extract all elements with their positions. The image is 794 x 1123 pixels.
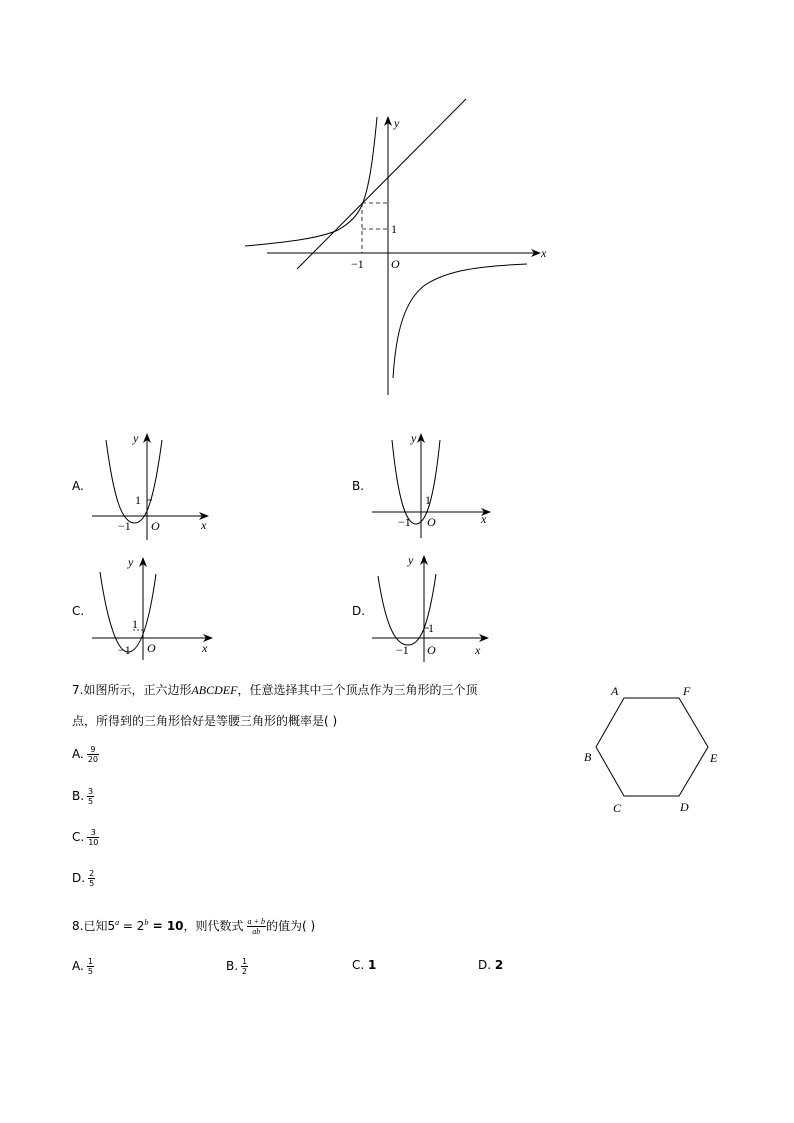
option-letter: A. xyxy=(72,959,84,973)
q8-eq1: = xyxy=(119,919,137,933)
q8-option-c[interactable] xyxy=(352,958,376,972)
q8-base1: 5 xyxy=(107,919,116,933)
hexagon-figure xyxy=(575,680,725,820)
option-a-letter: A. xyxy=(72,479,84,493)
neg-one-label: −1 xyxy=(398,515,411,529)
x-axis-label: x xyxy=(481,512,487,526)
option-d-graph[interactable] xyxy=(368,552,498,667)
q8-option-d[interactable] xyxy=(478,958,503,972)
curve-right-branch xyxy=(393,264,527,378)
q8-option-b[interactable] xyxy=(226,957,248,976)
q8-exp2: b xyxy=(144,918,149,927)
x-axis-label: x xyxy=(541,246,547,260)
option-letter: B. xyxy=(226,959,239,973)
q7-prefix: 7.如图所示，正六边形 xyxy=(72,683,192,697)
one-label: 1 xyxy=(135,493,141,507)
curve-left-branch xyxy=(245,117,377,246)
x-axis-label: x xyxy=(201,518,207,532)
y-axis-label: y xyxy=(411,431,417,445)
one-label: 1 xyxy=(428,621,434,635)
option-c-graph[interactable] xyxy=(88,552,218,667)
x-axis-label: x xyxy=(202,641,208,655)
q7-option-b[interactable] xyxy=(72,787,94,806)
neg-one-label: −1 xyxy=(396,643,409,657)
tangent-line xyxy=(297,99,466,269)
parabola xyxy=(392,440,440,524)
one-label: 1 xyxy=(425,493,431,507)
option-fraction: $\frac{1}{5}$ xyxy=(87,957,93,976)
q8-option-a[interactable] xyxy=(72,957,94,976)
option-fraction: $\frac{2}{5}$ xyxy=(89,869,95,888)
option-value: 1 xyxy=(368,958,377,972)
option-letter: D. xyxy=(72,871,86,885)
option-letter: C. xyxy=(352,958,365,972)
option-b-graph[interactable] xyxy=(368,430,498,545)
q8-fraction: $\frac{a + b}{ab}$ xyxy=(247,917,265,936)
q7-hexagon-name: ABCDEF xyxy=(191,683,238,697)
option-c-letter: C. xyxy=(72,604,85,618)
option-letter: B. xyxy=(72,789,85,803)
vertex-label-d: D xyxy=(680,800,689,814)
parabola xyxy=(106,440,162,523)
option-letter: A. xyxy=(72,747,84,761)
parabola xyxy=(100,572,156,652)
neg-one-label: −1 xyxy=(118,519,131,533)
hexagon-shape xyxy=(596,698,708,796)
option-letter: D. xyxy=(478,958,492,972)
option-fraction: $\frac{3}{10}$ xyxy=(88,828,99,847)
vertex-label-f: F xyxy=(683,684,691,698)
vertex-label-b: B xyxy=(584,750,592,764)
vertex-label-e: E xyxy=(710,751,718,765)
q8-exp1: a xyxy=(115,918,120,927)
q8-eq2: = 10 xyxy=(148,919,184,933)
q7-option-c[interactable] xyxy=(72,828,99,847)
origin-label: O xyxy=(427,643,436,657)
q7-line1-suffix: ，任意选择其中三个顶点作为三角形的三个顶 xyxy=(237,683,478,697)
option-value: 2 xyxy=(494,958,504,972)
option-fraction: $\frac{1}{2}$ xyxy=(242,957,248,976)
q8-suffix: 的值为( ) xyxy=(265,919,316,933)
option-letter: C. xyxy=(72,830,85,844)
main-function-graph xyxy=(0,0,794,420)
q8-stem xyxy=(72,912,315,937)
origin-label: O xyxy=(427,515,436,529)
q7-line-2: 点，所得到的三角形恰好是等腰三角形的概率是( ) xyxy=(72,714,338,728)
origin-label: O xyxy=(147,641,156,655)
option-a-graph[interactable] xyxy=(88,430,218,545)
vertex-label-c: C xyxy=(613,801,622,815)
q7-line-1 xyxy=(72,682,477,698)
neg-one-label: −1 xyxy=(351,257,364,271)
q8-prefix: 8.已知 xyxy=(72,919,108,933)
option-fraction: $\frac{9}{20}$ xyxy=(87,745,98,764)
y-axis-label: y xyxy=(394,116,400,130)
y-axis-label: y xyxy=(408,553,414,567)
q7-option-d[interactable] xyxy=(72,869,95,888)
option-b-letter: B. xyxy=(352,479,365,493)
option-d-letter: D. xyxy=(352,604,366,618)
vertex-label-a: A xyxy=(611,684,619,698)
y-axis-label: y xyxy=(133,431,139,445)
q8-base2: 2 xyxy=(136,919,145,933)
q7-option-a[interactable] xyxy=(72,745,99,764)
one-label: 1 xyxy=(132,617,138,631)
y-axis-label: y xyxy=(128,555,134,569)
x-axis-label: x xyxy=(475,643,481,657)
origin-label: O xyxy=(391,257,400,271)
q8-mid: ，则代数式 xyxy=(183,919,244,933)
neg-one-label: −1 xyxy=(118,643,131,657)
one-label: 1 xyxy=(391,222,397,236)
option-fraction: $\frac{3}{5}$ xyxy=(88,787,94,806)
origin-label: O xyxy=(151,519,160,533)
